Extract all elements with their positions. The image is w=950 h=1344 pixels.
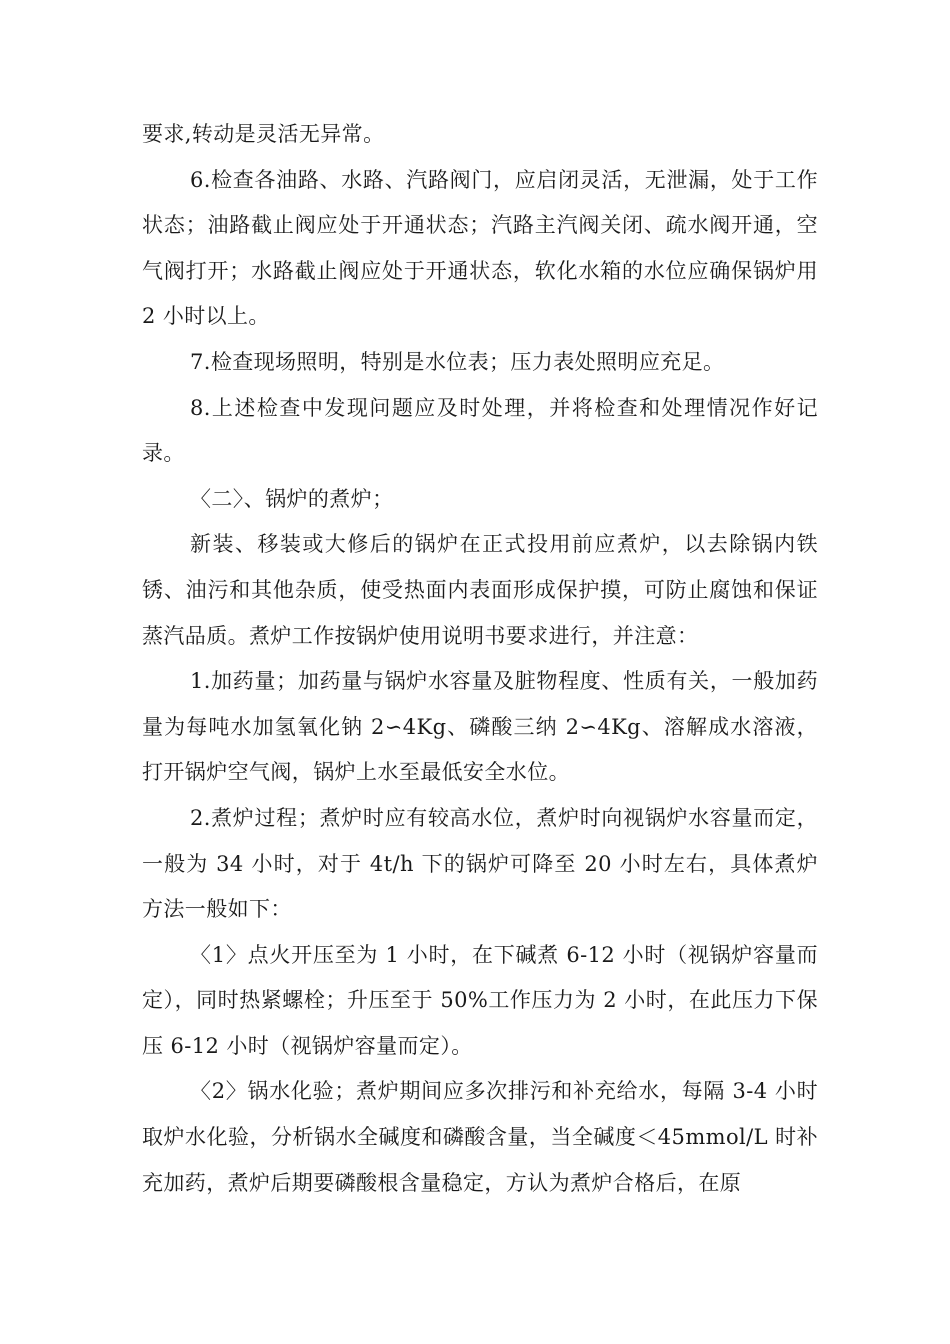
paragraph-item-6: 6.检查各油路、水路、汽路阀门，应启闭灵活，无泄漏，处于工作状态；油路截止阀应处于开通状态；汽路主汽阀关闭、疏水阀开通，空气阀打开；水路截止阀应处于开通状态，软化水箱的水位应确保锅炉用 2 小时以上。	[142, 167, 818, 329]
paragraph-boiling-intro: 新装、移装或大修后的锅炉在正式投用前应煮炉，以去除锅内铁锈、油污和其他杂质，使受热面内表面形成保护摸，可防止腐蚀和保证蒸汽品质。煮炉工作按锅炉使用说明书要求进行，并注意：	[142, 532, 818, 648]
paragraph-boiling-process: 2.煮炉过程；煮炉时应有较高水位，煮炉时向视锅炉水容量而定，一般为 34 小时，对于 4t/h 下的锅炉可降至 20 小时左右，具体煮炉方法一般如下：	[142, 805, 818, 922]
section-heading-boiling: 〈二〉、锅炉的煮炉；	[190, 486, 394, 511]
paragraph-dosage: 1.加药量；加药量与锅炉水容量及脏物程度、性质有关，一般加药量为每吨水加氢氧化钠 2∽4Kg、磷酸三纳 2∽4Kg、溶解成水溶液，打开锅炉空气阀，锅炉上水至最低安全水位。	[142, 669, 818, 785]
paragraph-continuation: 要求,转动是灵活无异常。	[142, 122, 385, 146]
document-page	[142, 112, 818, 1206]
paragraph-item-7: 7.检查现场照明，特别是水位表；压力表处照明应充足。	[190, 349, 725, 374]
paragraph-item-8: 8.上述检查中发现问题应及时处理，并将检查和处理情况作好记录。	[142, 395, 818, 466]
paragraph-step-1: 〈1〉点火开压至为 1 小时，在下碱煮 6-12 小时（视锅炉容量而定），同时热紧螺栓；升压至于 50%工作压力为 2 小时，在此压力下保压 6-12 小时（视锅炉容量而定）。	[142, 942, 818, 1058]
paragraph-step-2: 〈2〉锅水化验；煮炉期间应多次排污和补充给水，每隔 3-4 小时取炉水化验，分析锅水全碱度和磷酸含量，当全碱度＜45mmol/L 时补充加药，煮炉后期要磷酸根含量稳定，方认为煮炉合格后，在原	[142, 1079, 818, 1195]
